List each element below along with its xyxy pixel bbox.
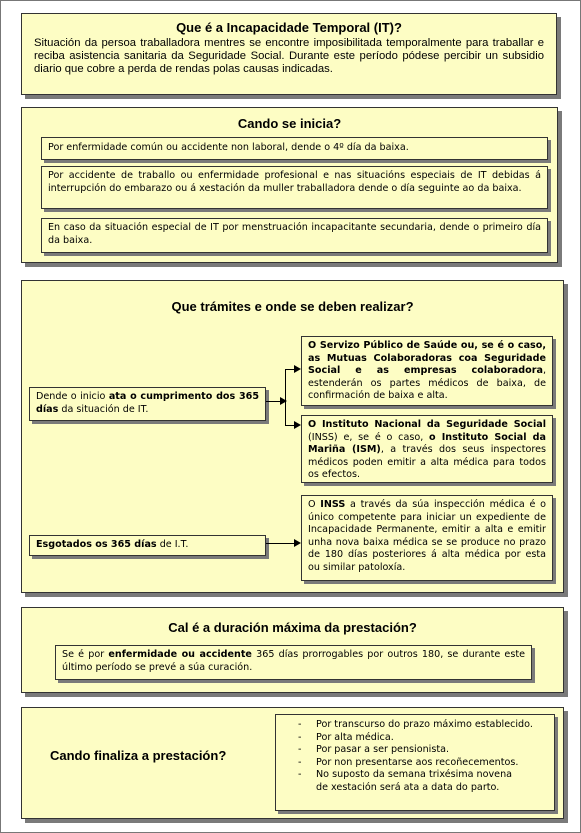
section-title: Que é a Incapacidade Temporal (IT)? xyxy=(176,20,402,35)
arrow-from-left-box xyxy=(266,401,285,402)
procedure-inss-ism: O Instituto Nacional da Seguridade Social (INSS) e, se é o caso, o Instituto Social da Mariña (ISM), a través dos seus inspectores médicos poden emitir a alta médica para todos os efectos. xyxy=(301,415,553,483)
procedure-until-365-days: Dende o inicio ata o cumprimento dos 365 días da situación de IT. xyxy=(29,387,266,421)
end-reason-item: - No suposto da semana trixésima novena de xestación será ata a data do parto. xyxy=(316,769,516,794)
arrow-to-inss-exclusive xyxy=(266,543,299,544)
section-title: Cal é a duración máxima da prestación? xyxy=(168,620,417,635)
end-reason-item: - Por pasar a ser pensionista. xyxy=(316,744,548,757)
end-reasons-list xyxy=(275,714,555,811)
section-title: Cando finaliza a prestación? xyxy=(50,748,227,763)
section-what-is-it xyxy=(21,13,557,95)
arrow-to-health-service xyxy=(285,369,299,370)
arrow-to-inss xyxy=(285,425,299,426)
section-title: Cando se inicia? xyxy=(237,116,342,131)
end-reason-item: - Por transcurso do prazo máximo establecido. xyxy=(316,719,548,732)
section-text: Situación da persoa traballadora mentres se encontre imposibilitada temporalmente para traballar e reciba asistencia sanitaria da Seguridade Social. Durante este período pódese percibir un subsidio diario que cobre a perda de rendas polas causas indicadas. xyxy=(34,37,544,76)
procedure-after-365-days: Esgotados os 365 días de I.T. xyxy=(29,535,266,556)
section-title: Que trámites e onde se deben realizar? xyxy=(171,299,414,314)
procedure-health-service: O Servizo Público de Saúde ou, se é o caso, as Mutuas Colaboradoras coa Seguridade Social e as empresas colaboradora, estenderán os partes médicos de baixa, de confirmación de baixa e alta. xyxy=(301,336,553,406)
end-reason-item: - Por alta médica. xyxy=(316,732,548,745)
end-reason-item: - Por non presentarse aos recoñecementos. xyxy=(316,757,548,770)
start-item-menstruation: En caso da situación especial de IT por menstruación incapacitante secundaria, dende o primeiro día da baixa. xyxy=(41,218,548,253)
start-item-work-accident: Por accidente de traballo ou enfermidade profesional e nas situacións especiais de IT debidas á interrupción do embarazo ou á xestación da muller traballadora dende o día seguinte ao da baixa. xyxy=(41,166,548,209)
start-item-common-illness: Por enfermidade común ou accidente non laboral, dende o 4º día da baixa. xyxy=(41,137,548,160)
duration-detail: Se é por enfermidade ou accidente 365 días prorrogables por outros 180, se durante este último período se prevé a súa curación. xyxy=(55,645,532,680)
procedure-inss-exclusive: O INSS a través da súa inspección médica é o único competente para iniciar un expediente de Incapacidade Permanente, emitir a alta e emitir unha nova baixa médica se se produce no prazo de 180 días posteriores á alta médica por esta ou similar patoloxía. xyxy=(301,495,553,581)
